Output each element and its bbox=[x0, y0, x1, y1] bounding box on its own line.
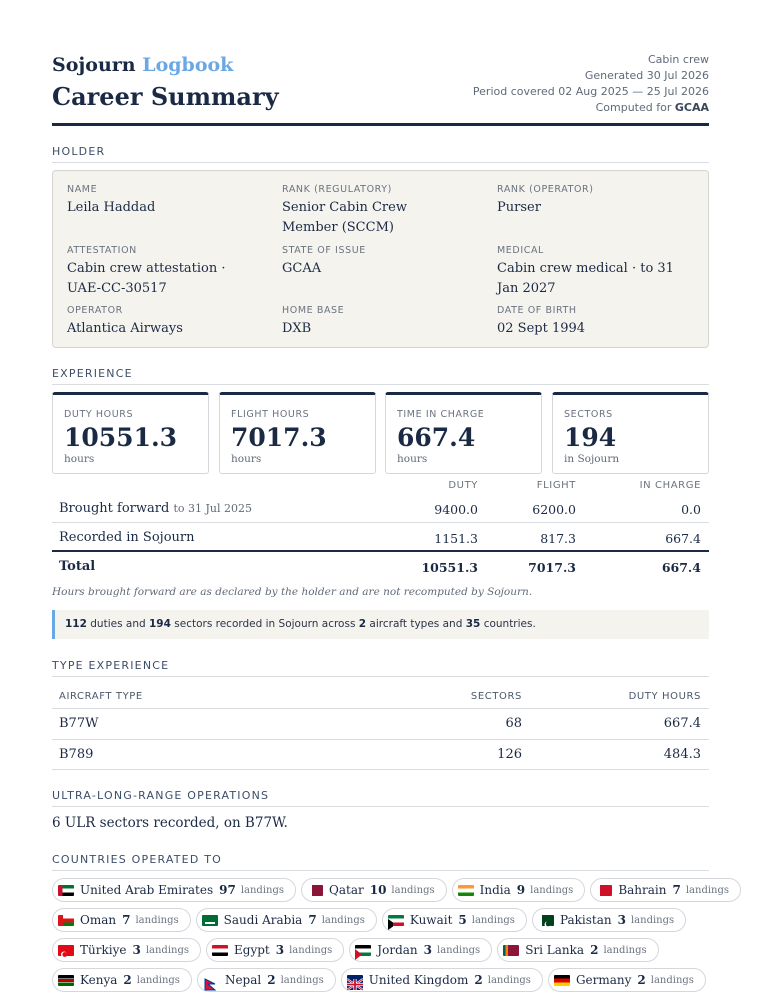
stat-card-flight-hours bbox=[219, 392, 376, 474]
meta-generated: Generated 30 Jul 2026 bbox=[584, 69, 709, 82]
field-label: RANK (OPERATOR) bbox=[497, 184, 594, 195]
cell-flight: 817.3 bbox=[540, 531, 576, 546]
landing-unit: landings bbox=[280, 974, 324, 986]
meta-computed-authority: GCAA bbox=[674, 101, 709, 114]
row-label: Recorded in Sojourn bbox=[59, 530, 195, 545]
landing-unit: landings bbox=[650, 974, 694, 986]
field-operator bbox=[67, 305, 267, 339]
country-name: United Kingdom bbox=[368, 973, 469, 987]
brand-main: Sojourn bbox=[52, 54, 136, 76]
country-name: United Arab Emirates bbox=[80, 883, 214, 897]
section-title-type-experience: TYPE EXPERIENCE bbox=[52, 659, 709, 677]
field-attestation bbox=[67, 245, 252, 299]
country-chip bbox=[452, 878, 586, 902]
field-home-base bbox=[282, 305, 482, 339]
stat-card-duty-hours bbox=[52, 392, 209, 474]
kuwait-flag-icon bbox=[388, 915, 404, 926]
cell-in-charge: 0.0 bbox=[681, 502, 701, 517]
field-value: Purser bbox=[497, 200, 541, 215]
country-chip-list bbox=[52, 878, 730, 1008]
field-label: STATE OF ISSUE bbox=[282, 245, 366, 256]
field-value: Atlantica Airways bbox=[67, 321, 183, 336]
country-name: Qatar bbox=[329, 883, 364, 897]
landing-count: 3 bbox=[275, 943, 285, 957]
turkey-flag-icon bbox=[58, 945, 74, 956]
column-header-duty-hours: DUTY HOURS bbox=[628, 691, 701, 702]
field-label: MEDICAL bbox=[497, 245, 544, 256]
page-title: Career Summary bbox=[52, 82, 279, 111]
cell-flight: 7017.3 bbox=[528, 560, 576, 575]
country-chip bbox=[382, 908, 527, 932]
field-label: DATE OF BIRTH bbox=[497, 305, 577, 316]
callout-sectors: 194 bbox=[149, 618, 171, 630]
field-label: RANK (REGULATORY) bbox=[282, 184, 392, 195]
document-header bbox=[52, 0, 709, 126]
field-state-of-issue bbox=[282, 245, 482, 279]
callout-types: 2 bbox=[358, 618, 367, 630]
landing-count: 3 bbox=[617, 913, 626, 927]
field-rank-operator bbox=[497, 184, 697, 218]
country-name: Bahrain bbox=[618, 883, 667, 897]
country-name: Saudi Arabia bbox=[223, 913, 303, 927]
landing-unit: landings bbox=[135, 914, 179, 926]
brought-forward-note: Hours brought forward are as declared by the holder and are not recomputed by Sojourn. bbox=[52, 586, 533, 598]
landing-count: 2 bbox=[590, 943, 599, 957]
landing-unit: landings bbox=[685, 884, 730, 896]
srilanka-flag-icon bbox=[503, 945, 519, 956]
country-name: Kenya bbox=[80, 973, 118, 987]
country-name: Sri Lanka bbox=[525, 943, 585, 957]
column-header-flight: FLIGHT bbox=[536, 480, 576, 491]
cell-duty-hours: 667.4 bbox=[663, 716, 701, 731]
egypt-flag-icon bbox=[212, 945, 228, 956]
summary-callout bbox=[52, 610, 709, 639]
cell-duty-hours: 484.3 bbox=[663, 747, 701, 762]
field-date-of-birth bbox=[497, 305, 697, 339]
country-name: Jordan bbox=[377, 943, 418, 957]
landing-unit: landings bbox=[391, 884, 435, 896]
column-header-in-charge: IN CHARGE bbox=[639, 480, 701, 491]
country-name: Oman bbox=[80, 913, 117, 927]
landing-count: 5 bbox=[458, 913, 467, 927]
qatar-flag-icon bbox=[307, 885, 323, 896]
cell-aircraft-type: B77W bbox=[59, 716, 99, 731]
country-chip bbox=[497, 938, 658, 962]
callout-duties: 112 bbox=[65, 618, 87, 630]
landing-count: 7 bbox=[672, 883, 681, 897]
landing-count: 3 bbox=[132, 943, 141, 957]
callout-text: sectors recorded in Sojourn across bbox=[174, 618, 356, 630]
field-label: HOME BASE bbox=[282, 305, 345, 316]
country-name: Pakistan bbox=[559, 913, 612, 927]
cell-sectors: 68 bbox=[505, 716, 522, 731]
table-row-recorded bbox=[52, 523, 709, 552]
stat-unit: hours bbox=[397, 453, 428, 465]
country-chip bbox=[52, 938, 201, 962]
country-chip bbox=[52, 878, 296, 902]
stat-label: FLIGHT HOURS bbox=[231, 409, 310, 420]
section-title-countries: COUNTRIES OPERATED TO bbox=[52, 853, 709, 871]
field-rank-regulatory bbox=[282, 184, 462, 238]
field-value: GCAA bbox=[282, 261, 322, 276]
country-chip bbox=[349, 938, 492, 962]
uk-flag-icon bbox=[347, 975, 363, 986]
brand-logo bbox=[52, 54, 233, 76]
holder-panel bbox=[52, 170, 709, 348]
cell-duty: 9400.0 bbox=[434, 502, 478, 517]
field-value: Leila Haddad bbox=[67, 200, 156, 215]
brand-accent: Logbook bbox=[142, 54, 234, 76]
cell-aircraft-type: B789 bbox=[59, 747, 94, 762]
table-row-total bbox=[52, 552, 709, 581]
nepal-flag-icon bbox=[203, 975, 219, 986]
cell-in-charge: 667.4 bbox=[661, 560, 701, 575]
country-chip-row bbox=[52, 878, 730, 902]
landing-unit: landings bbox=[289, 944, 333, 956]
stat-label: DUTY HOURS bbox=[64, 409, 134, 420]
saudi-flag-icon bbox=[202, 915, 218, 926]
stat-value: 7017.3 bbox=[231, 423, 327, 452]
field-value: Cabin crew medical · to 31 Jan 2027 bbox=[497, 261, 674, 296]
stat-label: TIME IN CHARGE bbox=[397, 409, 485, 420]
country-chip bbox=[52, 908, 191, 932]
landing-count: 97 bbox=[219, 883, 236, 897]
oman-flag-icon bbox=[58, 915, 74, 926]
germany-flag-icon bbox=[554, 975, 570, 986]
field-name bbox=[67, 184, 267, 218]
cell-duty: 1151.3 bbox=[434, 531, 478, 546]
cell-sectors: 126 bbox=[497, 747, 522, 762]
country-chip-row bbox=[52, 968, 709, 992]
landing-count: 2 bbox=[123, 973, 132, 987]
field-value: Cabin crew attestation · UAE-CC-30517 bbox=[67, 261, 226, 296]
landing-unit: landings bbox=[321, 914, 365, 926]
stat-unit: hours bbox=[231, 453, 262, 465]
callout-text: countries. bbox=[483, 618, 536, 630]
field-value: 02 Sept 1994 bbox=[497, 321, 586, 336]
country-chip bbox=[197, 968, 336, 992]
uae-flag-icon bbox=[58, 885, 74, 896]
meta-role: Cabin crew bbox=[647, 53, 709, 66]
stat-card-sectors bbox=[552, 392, 709, 474]
country-chip bbox=[206, 938, 344, 962]
india-flag-icon bbox=[458, 885, 474, 896]
landing-count: 2 bbox=[637, 973, 646, 987]
meta-computed bbox=[473, 100, 709, 116]
field-value: DXB bbox=[282, 321, 312, 336]
stat-value: 667.4 bbox=[397, 423, 476, 452]
country-chip bbox=[341, 968, 543, 992]
landing-unit: landings bbox=[136, 974, 180, 986]
country-name: Türkiye bbox=[80, 943, 127, 957]
column-header-sectors: SECTORS bbox=[470, 691, 522, 702]
stat-unit: hours bbox=[64, 453, 95, 465]
country-chip bbox=[532, 908, 686, 932]
landing-unit: landings bbox=[630, 914, 675, 926]
country-name: Germany bbox=[575, 973, 632, 987]
callout-countries: 35 bbox=[465, 618, 481, 630]
cell-duty: 10551.3 bbox=[421, 560, 478, 575]
callout-text: duties and bbox=[90, 618, 146, 630]
field-medical bbox=[497, 245, 687, 299]
field-label: NAME bbox=[67, 184, 98, 195]
landing-unit: landings bbox=[530, 884, 574, 896]
career-summary-page bbox=[52, 0, 730, 987]
landing-count: 7 bbox=[122, 913, 131, 927]
row-label bbox=[59, 501, 252, 516]
bahrain-flag-icon bbox=[596, 885, 612, 896]
landing-unit: landings bbox=[603, 944, 647, 956]
ulr-summary: 6 ULR sectors recorded, on B77W. bbox=[52, 815, 288, 831]
kenya-flag-icon bbox=[58, 975, 74, 986]
stat-value: 10551.3 bbox=[64, 423, 178, 452]
country-name: India bbox=[479, 883, 511, 897]
landing-unit: landings bbox=[471, 914, 515, 926]
meta-computed-prefix: Computed for bbox=[595, 101, 672, 114]
landing-unit: landings bbox=[437, 944, 481, 956]
landing-count: 7 bbox=[308, 913, 317, 927]
meta-period: Period covered 02 Aug 2025 — 25 Jul 2026 bbox=[472, 85, 709, 98]
landing-unit: landings bbox=[487, 974, 531, 986]
table-row-brought-forward bbox=[52, 494, 709, 523]
landing-count: 2 bbox=[474, 973, 483, 987]
landing-count: 9 bbox=[516, 883, 526, 897]
country-chip bbox=[301, 878, 447, 902]
section-title-holder: HOLDER bbox=[52, 145, 709, 163]
section-title-experience: EXPERIENCE bbox=[52, 367, 709, 385]
country-chip bbox=[196, 908, 377, 932]
country-name: Nepal bbox=[224, 973, 262, 987]
country-name: Kuwait bbox=[409, 913, 453, 927]
document-meta bbox=[473, 52, 709, 116]
landing-count: 3 bbox=[423, 943, 432, 957]
table-row bbox=[52, 739, 709, 770]
section-title-ulr: ULTRA-LONG-RANGE OPERATIONS bbox=[52, 789, 709, 807]
landing-count: 2 bbox=[267, 973, 276, 987]
field-value: Senior Cabin Crew Member (SCCM) bbox=[282, 200, 407, 235]
landing-count: 10 bbox=[369, 883, 387, 897]
field-label: OPERATOR bbox=[67, 305, 123, 316]
cell-in-charge: 667.4 bbox=[665, 531, 701, 546]
row-label: Total bbox=[59, 559, 96, 574]
country-chip-row bbox=[52, 908, 709, 932]
landing-unit: landings bbox=[240, 884, 284, 896]
row-label-sub: to 31 Jul 2025 bbox=[173, 502, 252, 515]
pakistan-flag-icon bbox=[538, 915, 554, 926]
stat-card-time-in-charge bbox=[385, 392, 542, 474]
country-chip-row bbox=[52, 938, 709, 962]
callout-text: aircraft types and bbox=[369, 618, 463, 630]
country-name: Egypt bbox=[234, 943, 270, 957]
row-label-text: Brought forward bbox=[59, 501, 170, 516]
column-header-duty: DUTY bbox=[448, 480, 478, 491]
cell-flight: 6200.0 bbox=[532, 502, 576, 517]
landing-unit: landings bbox=[145, 944, 190, 956]
table-row bbox=[52, 708, 709, 739]
country-chip bbox=[52, 968, 192, 992]
stat-value: 194 bbox=[564, 423, 617, 452]
column-header-aircraft-type: AIRCRAFT TYPE bbox=[59, 691, 143, 702]
field-label: ATTESTATION bbox=[67, 245, 137, 256]
stat-label: SECTORS bbox=[564, 409, 613, 420]
stat-unit: in Sojourn bbox=[564, 453, 620, 465]
jordan-flag-icon bbox=[355, 945, 371, 956]
country-chip bbox=[548, 968, 706, 992]
country-chip bbox=[590, 878, 741, 902]
